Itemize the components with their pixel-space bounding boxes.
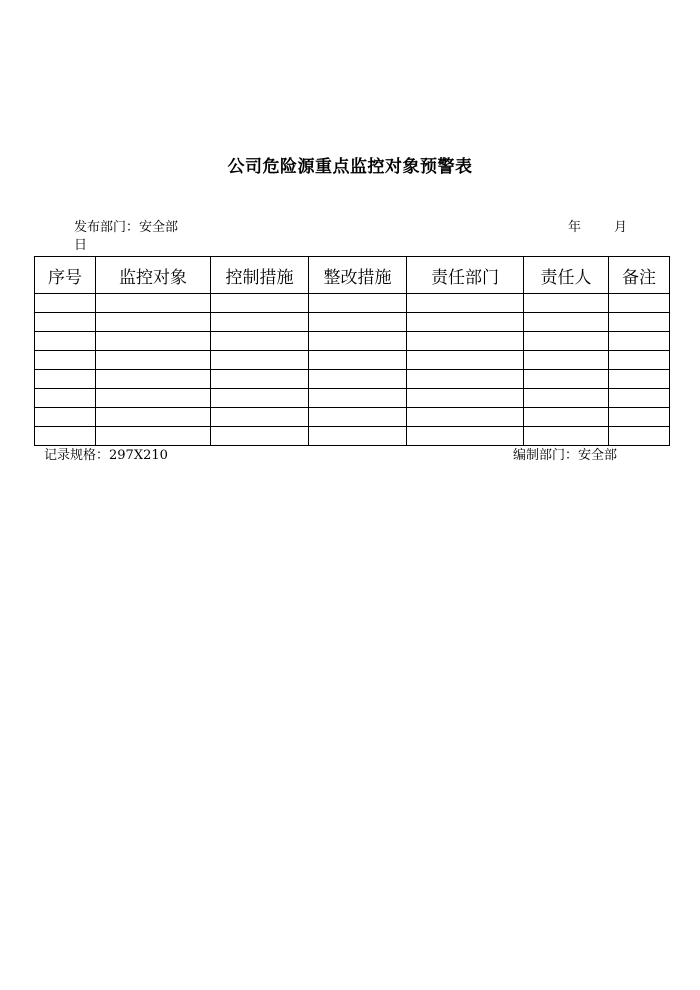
table-cell[interactable] [407,389,524,408]
col-header-index: 序号 [35,257,96,294]
table-row [35,332,670,351]
table-cell[interactable] [407,313,524,332]
table-cell[interactable] [35,408,96,427]
table-body [35,294,670,446]
col-header-responsible-person: 责任人 [524,257,609,294]
col-header-control-measures: 控制措施 [211,257,309,294]
table-cell[interactable] [96,370,211,389]
table-cell[interactable] [211,332,309,351]
table-cell[interactable] [407,370,524,389]
table-cell[interactable] [211,351,309,370]
table-cell[interactable] [309,427,407,446]
record-spec: 记录规格：297X210 [44,448,168,463]
table-cell[interactable] [309,408,407,427]
table-cell[interactable] [309,294,407,313]
table-cell[interactable] [309,332,407,351]
table-row [35,389,670,408]
table-cell[interactable] [35,389,96,408]
col-header-remarks: 备注 [609,257,670,294]
col-header-responsible-department: 责任部门 [407,257,524,294]
table-cell[interactable] [524,408,609,427]
table-cell[interactable] [96,313,211,332]
table-row [35,408,670,427]
table-cell[interactable] [96,351,211,370]
table-cell[interactable] [524,351,609,370]
table-cell[interactable] [96,332,211,351]
table-cell[interactable] [407,351,524,370]
table-cell[interactable] [211,427,309,446]
table-cell[interactable] [524,389,609,408]
table-cell[interactable] [35,332,96,351]
table-cell[interactable] [609,408,670,427]
table-cell[interactable] [35,351,96,370]
table-cell[interactable] [211,370,309,389]
table-row [35,294,670,313]
warning-table [34,256,670,446]
month-label: 月 [614,220,628,235]
table-cell[interactable] [407,427,524,446]
issuer-department: 发布部门：安全部 [74,220,179,235]
table-cell[interactable] [609,427,670,446]
compiling-department: 编制部门：安全部 [513,448,618,463]
table-cell[interactable] [609,294,670,313]
table-cell[interactable] [96,389,211,408]
table-cell[interactable] [35,313,96,332]
table-row [35,370,670,389]
table-cell[interactable] [35,370,96,389]
table-cell[interactable] [35,294,96,313]
table-cell[interactable] [309,351,407,370]
table-cell[interactable] [524,294,609,313]
table-cell[interactable] [524,313,609,332]
table-cell[interactable] [211,313,309,332]
page-title: 公司危险源重点监控对象预警表 [227,157,473,177]
year-label: 年 [568,220,582,235]
table-row [35,351,670,370]
table-cell[interactable] [524,370,609,389]
table-cell[interactable] [609,389,670,408]
table-row [35,313,670,332]
table-cell[interactable] [309,370,407,389]
table-cell[interactable] [35,427,96,446]
table-row [35,427,670,446]
table-cell[interactable] [609,370,670,389]
table-cell[interactable] [211,294,309,313]
table-cell[interactable] [211,389,309,408]
table-cell[interactable] [96,408,211,427]
table-cell[interactable] [524,427,609,446]
table-cell[interactable] [309,313,407,332]
day-label: 日 [74,238,88,253]
table-cell[interactable] [609,332,670,351]
table-cell[interactable] [524,332,609,351]
table-header-row [35,257,670,294]
table-cell[interactable] [211,408,309,427]
table-cell[interactable] [609,351,670,370]
col-header-rectification-measures: 整改措施 [309,257,407,294]
table-cell[interactable] [407,294,524,313]
col-header-monitored-object: 监控对象 [96,257,211,294]
table-cell[interactable] [96,427,211,446]
table-cell[interactable] [407,408,524,427]
table-cell[interactable] [407,332,524,351]
table-cell[interactable] [96,294,211,313]
table-cell[interactable] [309,389,407,408]
table-cell[interactable] [609,313,670,332]
